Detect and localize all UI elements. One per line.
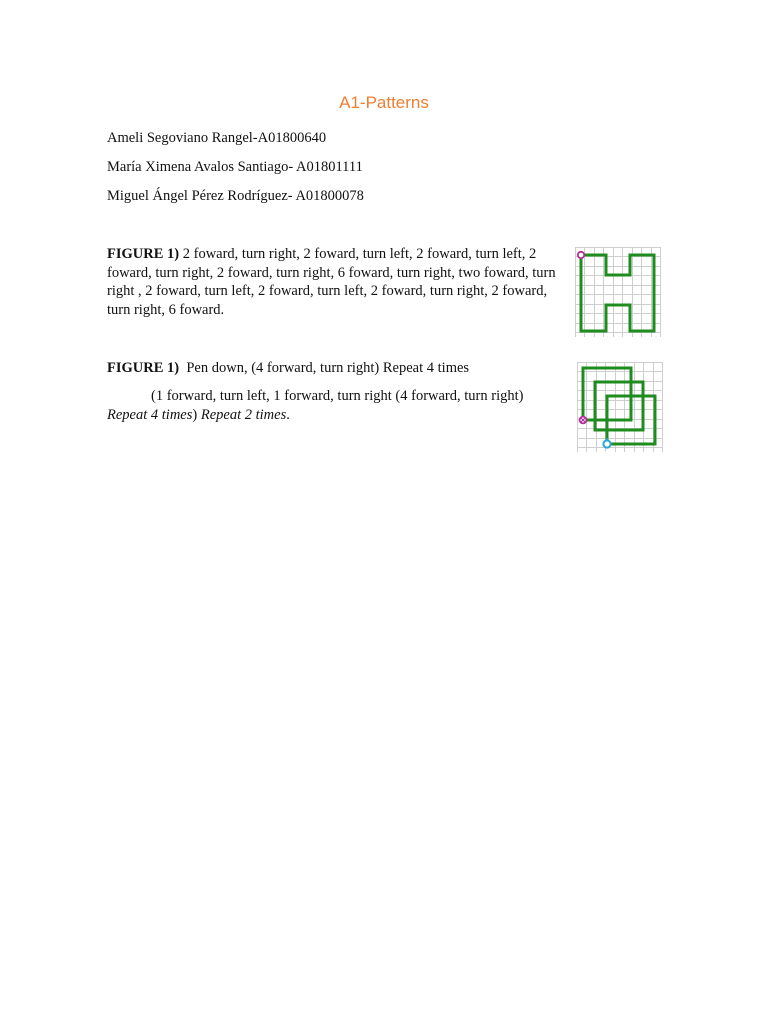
figure-2-line-2: (1 forward, turn left, 1 forward, turn right (4 forward, turn right) — [151, 388, 524, 404]
figure-2-text: Pen down, (4 forward, turn right) Repeat 4 times — [179, 360, 470, 376]
figure-2-line-3-mid: ) — [192, 407, 201, 423]
figure-2-line-3-end: . — [286, 407, 290, 423]
figure-2-label: FIGURE 1) — [107, 360, 180, 376]
pen-start-marker-icon — [578, 252, 584, 258]
figure-1-label: FIGURE 1) — [107, 246, 180, 262]
figure-1-image — [575, 247, 661, 337]
figure-1-text: 2 foward, turn right, 2 foward, turn left, 2 foward, turn left, 2 foward, turn right, 2 foward, turn right, 6 foward, turn right, two foward, turn right , 2 foward, turn left, 2 foward, turn left, 2 foward, turn right, 2 foward, turn right, 6 foward. — [107, 246, 556, 318]
figure-1-description — [107, 245, 563, 319]
figure-2-image — [577, 362, 663, 452]
square-2 — [595, 382, 643, 430]
author-2: María Ximena Avalos Santiago- A01801111 — [107, 159, 363, 175]
author-1: Ameli Segoviano Rangel-A01800640 — [107, 130, 327, 146]
figure-2-line-3 — [107, 406, 290, 425]
repeat-4-times: Repeat 4 times — [107, 407, 193, 423]
author-3: Miguel Ángel Pérez Rodríguez- A01800078 — [107, 188, 364, 204]
turtle-icon — [603, 440, 610, 447]
repeat-2-times: Repeat 2 times — [200, 407, 287, 423]
page-title: A1-Patterns — [339, 93, 429, 112]
figure-2-description — [107, 359, 527, 378]
